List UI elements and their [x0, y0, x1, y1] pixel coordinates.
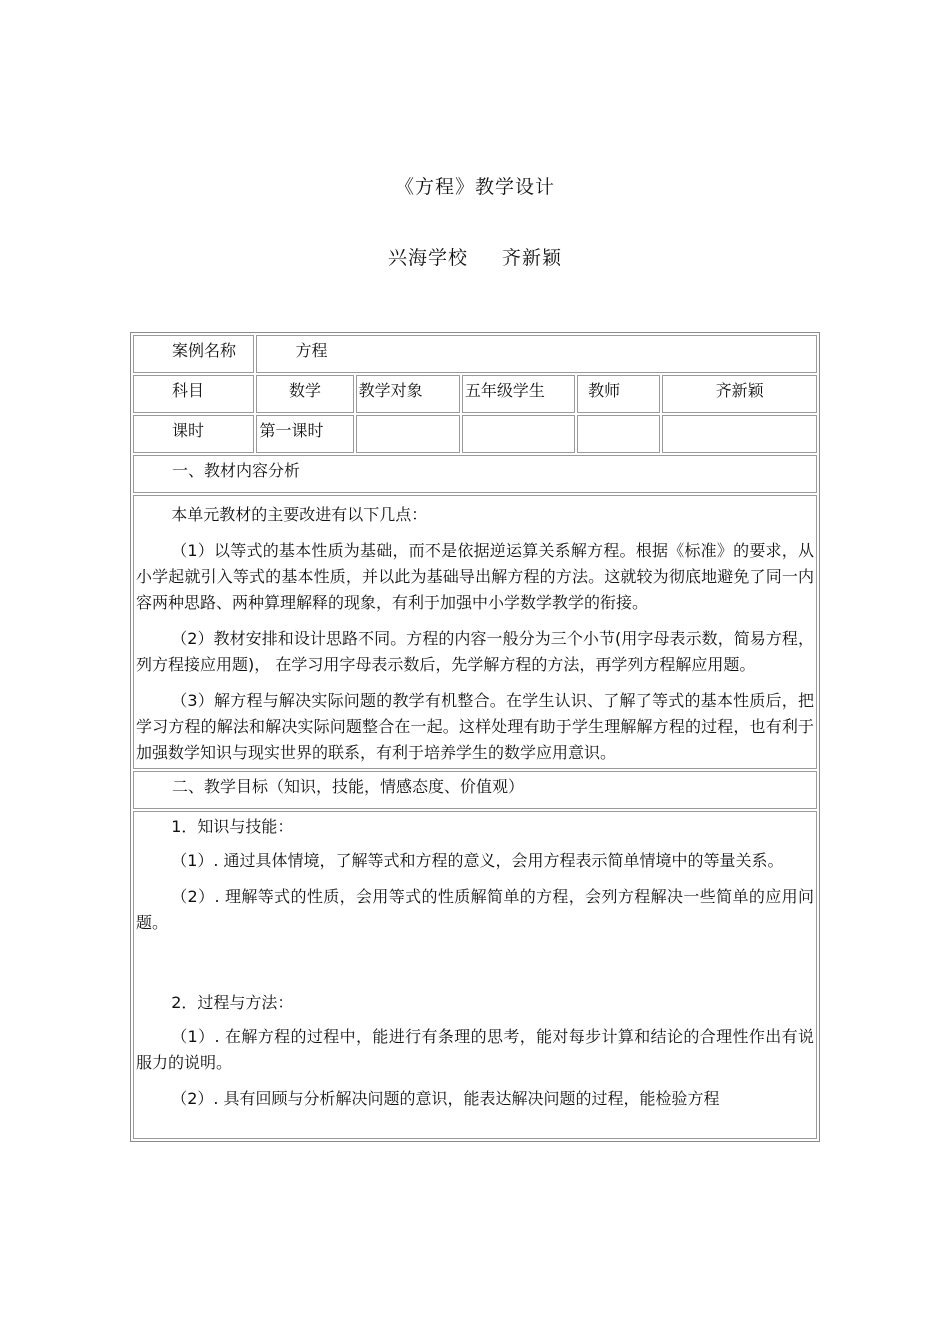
period-label: 课时	[133, 415, 254, 453]
list-item: （2）. 具有回顾与分析解决问题的意识，能表达解决问题的过程，能检验方程	[171, 1089, 720, 1108]
subsection-heading: 1．知识与技能：	[171, 817, 294, 836]
subject-row	[133, 375, 817, 413]
spacer	[136, 946, 814, 990]
list-item: （1）. 在解方程的过程中，能进行有条理的思考，能对每步计算和结论的合理性作出有说服力的说明。	[136, 1027, 814, 1072]
section2-body-row	[133, 811, 817, 1139]
subject-label: 科目	[133, 375, 254, 413]
target-label: 教学对象	[356, 375, 460, 413]
paragraph: （3）解方程与解决实际问题的教学有机整合。在学生认识、了解了等式的基本性质后，把学习方程的解法和解决实际问题整合在一起。这样处理有助于学生理解解方程的过程，也有利于加强数学知识与现实世界的联系，有利于培养学生的数学应用意识。	[136, 691, 814, 762]
case-name-label: 案例名称	[133, 335, 254, 373]
section1-heading: 一、教材内容分析	[133, 455, 817, 493]
paragraph: 本单元教材的主要改进有以下几点：	[171, 505, 428, 524]
case-name-value: 方程	[256, 335, 817, 373]
section1-body-row	[133, 495, 817, 769]
list-item: （1）. 通过具体情境，了解等式和方程的意义，会用方程表示简单情境中的等量关系。	[171, 851, 784, 870]
section1-heading-row	[133, 455, 817, 493]
document-title: 《方程》教学设计	[394, 176, 555, 198]
author-name: 齐新颖	[502, 247, 563, 269]
case-name-row	[133, 335, 817, 373]
section1-body	[133, 495, 817, 769]
list-item: （2）. 理解等式的性质，会用等式的性质解简单的方程，会列方程解决一些简单的应用问题。	[136, 887, 814, 932]
subject-value: 数学	[256, 375, 353, 413]
paragraph: （2）教材安排和设计思路不同。方程的内容一般分为三个小节(用字母表示数，简易方程，列方程接应用题)， 在学习用字母表示数后，先学解方程的方法，再学列方程解应用题。	[136, 629, 814, 674]
empty-cell	[662, 415, 817, 453]
section2-heading-row	[133, 771, 817, 809]
author-line	[0, 243, 950, 270]
section2-body	[133, 811, 817, 1139]
period-row	[133, 415, 817, 453]
school-name: 兴海学校	[387, 247, 468, 269]
teacher-value: 齐新颖	[662, 375, 817, 413]
empty-cell	[462, 415, 575, 453]
empty-cell	[577, 415, 660, 453]
empty-cell	[356, 415, 460, 453]
period-value: 第一课时	[256, 415, 353, 453]
paragraph: （1）以等式的基本性质为基础，而不是依据逆运算关系解方程。根据《标准》的要求，从小学起就引入等式的基本性质，并以此为基础导出解方程的方法。这就较为彻底地避免了同一内容两种思路、两种算理解释的现象，有利于加强中小学数学教学的衔接。	[136, 541, 814, 612]
section2-heading: 二、教学目标（知识，技能，情感态度、价值观）	[133, 771, 817, 809]
subsection-heading: 2．过程与方法：	[171, 993, 294, 1012]
teacher-label: 教师	[577, 375, 660, 413]
target-value: 五年级学生	[462, 375, 575, 413]
design-table	[130, 332, 820, 1142]
